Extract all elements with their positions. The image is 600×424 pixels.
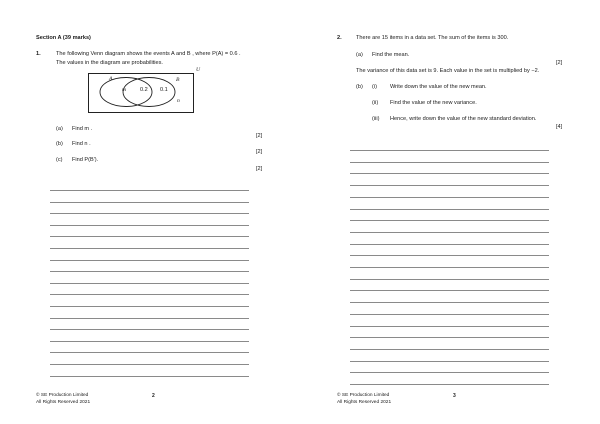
answer-line[interactable] — [50, 364, 249, 365]
footer-copyright: © SE Production Limited — [337, 393, 390, 398]
answer-line[interactable] — [350, 290, 549, 291]
answer-line[interactable] — [50, 283, 249, 284]
answer-line[interactable] — [50, 202, 249, 203]
answer-line[interactable] — [350, 244, 549, 245]
subpart-i-text: Write down the value of the new mean. — [390, 84, 487, 90]
question-1-text-2: The values in the diagram are probabilities. — [56, 60, 163, 66]
answer-line[interactable] — [50, 341, 249, 342]
answer-line[interactable] — [50, 225, 249, 226]
subpart-i-label: (i) — [372, 84, 377, 90]
venn-value-m: m — [122, 87, 127, 93]
footer-rights: All Rights Reserved 2021 — [337, 400, 392, 405]
answer-line[interactable] — [350, 361, 549, 362]
answer-line[interactable] — [50, 248, 249, 249]
venn-diagram — [88, 73, 194, 113]
answer-line[interactable] — [350, 150, 549, 151]
footer-copyright: © SE Production Limited — [36, 393, 89, 398]
answer-line[interactable] — [50, 236, 249, 237]
answer-line[interactable] — [350, 279, 549, 280]
answer-line[interactable] — [50, 306, 249, 307]
answer-line[interactable] — [350, 255, 549, 256]
part-a-marks: [2] — [256, 133, 263, 139]
question-2-text: There are 15 items in a data set. The sum of the items is 300. — [356, 35, 509, 41]
answer-line[interactable] — [350, 185, 549, 186]
venn-value-n: n — [177, 98, 180, 104]
venn-value-intersection: 0.2 — [140, 87, 148, 93]
venn-label-b: B — [176, 77, 180, 83]
part-a-text: Find m . — [72, 126, 93, 132]
question-1-text: The following Venn diagram shows the events A and B , where P(A) = 0.6 . — [56, 51, 241, 57]
part-b-marks: [4] — [556, 124, 563, 130]
answer-line[interactable] — [350, 372, 549, 373]
footer-rights: All Rights Reserved 2021 — [36, 400, 91, 405]
part-b-label: (b) — [356, 84, 363, 90]
part-c-marks: [2] — [256, 166, 263, 172]
part-b-text: Find n . — [72, 141, 91, 147]
variance-text: The variance of this data set is 9. Each value in the set is multiplied by −2. — [356, 68, 540, 74]
answer-line[interactable] — [350, 337, 549, 338]
page-number: 2 — [152, 393, 155, 399]
answer-line[interactable] — [350, 326, 549, 327]
answer-line[interactable] — [350, 162, 549, 163]
answer-lines[interactable] — [50, 190, 249, 380]
subpart-iii-text: Hence, write down the value of the new standard deviation. — [390, 116, 537, 122]
venn-label-u: U — [196, 67, 201, 73]
subpart-ii-label: (ii) — [372, 100, 379, 106]
question-2-number: 2. — [337, 35, 342, 41]
answer-line[interactable] — [350, 384, 549, 385]
part-b-marks: [2] — [256, 149, 263, 155]
answer-line[interactable] — [50, 352, 249, 353]
answer-line[interactable] — [50, 329, 249, 330]
answer-line[interactable] — [350, 349, 549, 350]
answer-lines[interactable] — [350, 150, 549, 386]
answer-line[interactable] — [350, 232, 549, 233]
answer-line[interactable] — [350, 197, 549, 198]
section-title: Section A (39 marks) — [36, 35, 91, 41]
part-c-label: (c) — [56, 157, 63, 163]
answer-line[interactable] — [50, 294, 249, 295]
part-a-text: Find the mean. — [372, 52, 410, 58]
answer-line[interactable] — [350, 220, 549, 221]
answer-line[interactable] — [50, 376, 249, 377]
answer-line[interactable] — [350, 209, 549, 210]
subpart-iii-label: (iii) — [372, 116, 380, 122]
part-a-label: (a) — [56, 126, 63, 132]
answer-line[interactable] — [350, 302, 549, 303]
part-c-text: Find P(B′). — [72, 157, 99, 163]
venn-value-b-only: 0.1 — [160, 87, 168, 93]
answer-line[interactable] — [50, 190, 249, 191]
answer-line[interactable] — [50, 260, 249, 261]
part-a-label: (a) — [356, 52, 363, 58]
answer-line[interactable] — [50, 213, 249, 214]
venn-label-a: A — [109, 76, 113, 82]
question-1-number: 1. — [36, 51, 41, 57]
part-a-marks: [2] — [556, 60, 563, 66]
answer-line[interactable] — [50, 318, 249, 319]
answer-line[interactable] — [350, 314, 549, 315]
right-page — [300, 0, 600, 424]
answer-line[interactable] — [350, 173, 549, 174]
page-number: 3 — [453, 393, 456, 399]
part-b-label: (b) — [56, 141, 63, 147]
subpart-ii-text: Find the value of the new variance. — [390, 100, 477, 106]
answer-line[interactable] — [50, 271, 249, 272]
answer-line[interactable] — [350, 267, 549, 268]
